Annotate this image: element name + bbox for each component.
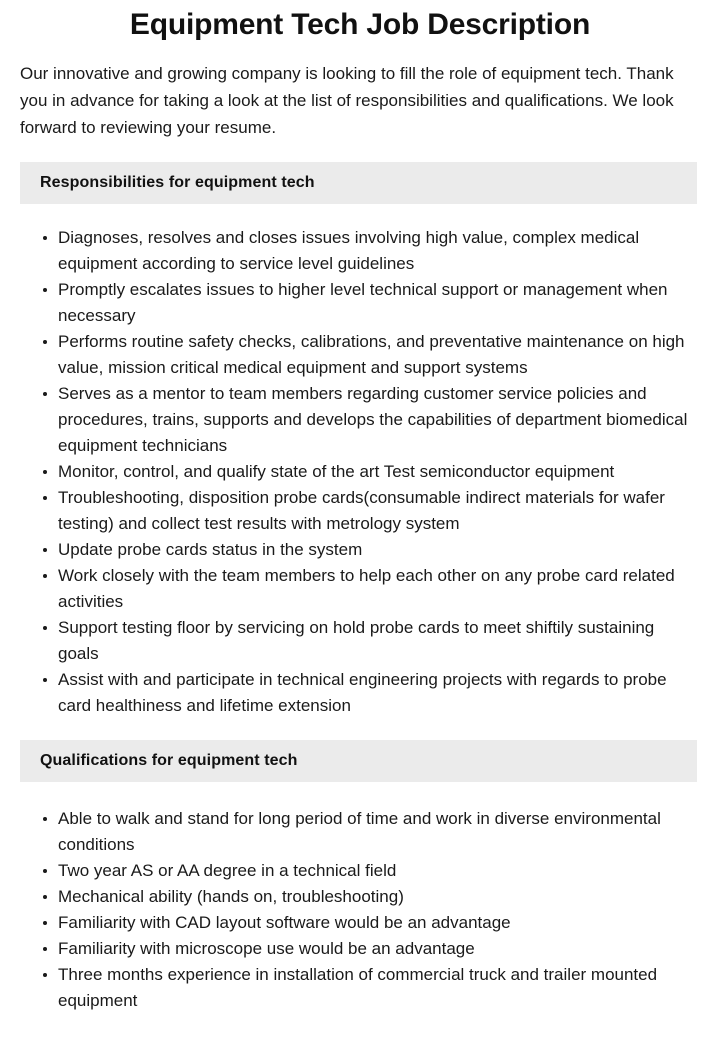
list-item-text: Mechanical ability (hands on, troubleshooting) bbox=[58, 887, 404, 906]
list-item bbox=[0, 563, 720, 615]
list-item-text: Troubleshooting, disposition probe cards(consumable indirect materials for wafer testing) and collect test results with metrology system bbox=[58, 488, 665, 533]
list-item-text: Support testing floor by servicing on hold probe cards to meet shiftily sustaining goals bbox=[58, 618, 655, 663]
bullet-point-icon bbox=[43, 817, 47, 821]
section-header-label: Qualifications for equipment tech bbox=[40, 752, 298, 769]
bullet-point-icon bbox=[43, 574, 47, 578]
bullet-point-icon bbox=[43, 340, 47, 344]
list-item-text: Promptly escalates issues to higher level technical support or management when necessary bbox=[58, 280, 668, 325]
bullet-point-icon bbox=[43, 678, 47, 682]
list-item-text: Update probe cards status in the system bbox=[58, 540, 363, 559]
section-header-label: Responsibilities for equipment tech bbox=[40, 174, 315, 191]
section-header-responsibilities bbox=[20, 162, 697, 204]
bullet-point-icon bbox=[43, 288, 47, 292]
list-item-text: Monitor, control, and qualify state of the art Test semiconductor equipment bbox=[58, 462, 615, 481]
list-item bbox=[0, 910, 720, 936]
section-header-qualifications bbox=[20, 740, 697, 782]
page-title: Equipment Tech Job Description bbox=[129, 8, 591, 41]
list-item bbox=[0, 225, 720, 277]
qualifications-list bbox=[0, 806, 720, 1014]
intro-paragraph: Our innovative and growing company is looking to fill the role of equipment tech. Thank you in advance for taking a look at the list of responsibilities and qualifications. We look forward to reviewing your resume. bbox=[20, 64, 674, 137]
list-item bbox=[0, 329, 720, 381]
bullet-point-icon bbox=[43, 947, 47, 951]
bullet-point-icon bbox=[43, 392, 47, 396]
list-item-text: Serves as a mentor to team members regarding customer service policies and procedures, trains, supports and develops the capabilities of department biomedical equipment technicians bbox=[58, 384, 688, 455]
list-item-text: Familiarity with CAD layout software would be an advantage bbox=[58, 913, 511, 932]
bullet-point-icon bbox=[43, 470, 47, 474]
list-item-text: Diagnoses, resolves and closes issues involving high value, complex medical equipment according to service level guidelines bbox=[58, 228, 640, 273]
list-item bbox=[0, 962, 720, 1014]
list-item bbox=[0, 537, 720, 563]
section-qualifications bbox=[0, 740, 720, 1014]
responsibilities-list bbox=[0, 225, 720, 719]
list-item-text: Performs routine safety checks, calibrations, and preventative maintenance on high value, mission critical medical equipment and support systems bbox=[58, 332, 685, 377]
bullet-point-icon bbox=[43, 869, 47, 873]
list-item-text: Assist with and participate in technical engineering projects with regards to probe card healthiness and lifetime extension bbox=[58, 670, 667, 715]
list-item bbox=[0, 277, 720, 329]
list-item bbox=[0, 615, 720, 667]
list-item bbox=[0, 667, 720, 719]
bullet-point-icon bbox=[43, 895, 47, 899]
list-item-text: Two year AS or AA degree in a technical field bbox=[58, 861, 397, 880]
list-item-text: Work closely with the team members to help each other on any probe card related activities bbox=[58, 566, 675, 611]
list-item bbox=[0, 485, 720, 537]
bullet-point-icon bbox=[43, 626, 47, 630]
list-item bbox=[0, 936, 720, 962]
bullet-point-icon bbox=[43, 548, 47, 552]
section-responsibilities bbox=[0, 162, 720, 719]
list-item bbox=[0, 381, 720, 459]
bullet-point-icon bbox=[43, 921, 47, 925]
bullet-point-icon bbox=[43, 973, 47, 977]
list-item-text: Able to walk and stand for long period of time and work in diverse environmental conditions bbox=[58, 809, 661, 854]
bullet-point-icon bbox=[43, 496, 47, 500]
bullet-point-icon bbox=[43, 236, 47, 240]
list-item bbox=[0, 806, 720, 858]
list-item bbox=[0, 459, 720, 485]
list-item-text: Familiarity with microscope use would be an advantage bbox=[58, 939, 475, 958]
list-item bbox=[0, 858, 720, 884]
list-item-text: Three months experience in installation of commercial truck and trailer mounted equipment bbox=[58, 965, 658, 1010]
list-item bbox=[0, 884, 720, 910]
